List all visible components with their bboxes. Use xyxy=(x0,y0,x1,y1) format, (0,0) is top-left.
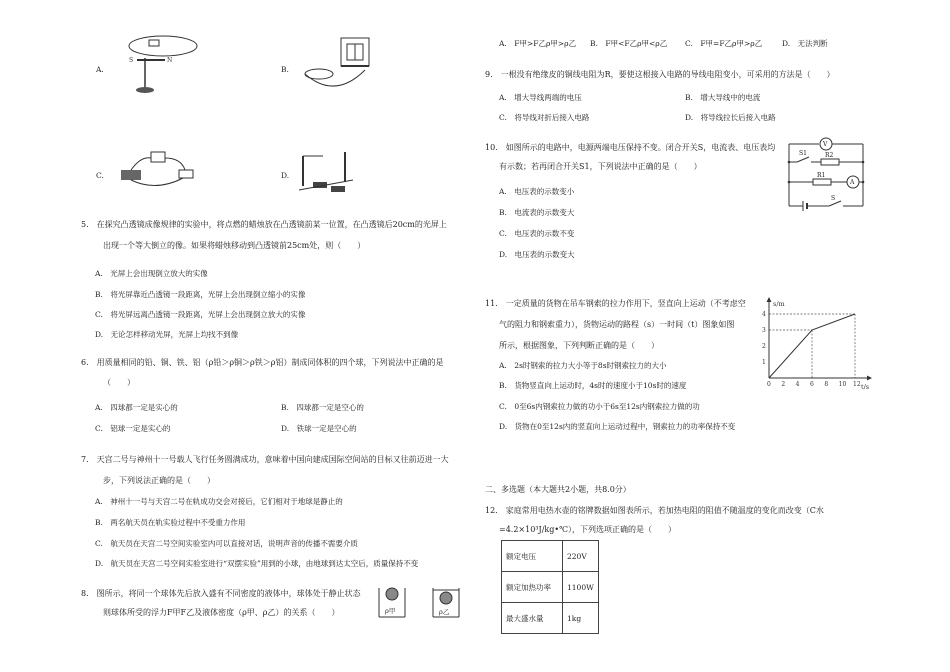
q7-stem-line1: 7. 天宫二号与神州十一号载人飞行任务圆满成功，意味着中国向建成国际空间站的目标又往前迈进一大 xyxy=(81,455,449,464)
q11-stem-line3: 所示，根据图象，下列判断正确的是（ ） xyxy=(499,341,659,350)
q11-stem-line1: 11. 一定质量的货物在吊车钢索的拉力作用下，竖直向上运动（不考虑空 xyxy=(485,299,746,308)
q6-option-c: C. 铝球一定是实心的 xyxy=(95,424,171,433)
st-graph-xlabel: t/s xyxy=(861,383,870,391)
q7-stem-line2: 步，下列说法正确的是（ ） xyxy=(103,476,215,485)
x-tick-label: 8 xyxy=(824,381,829,388)
table-cell: 1100W xyxy=(563,572,599,603)
st-graph-ticks xyxy=(762,311,861,388)
q7-option-d: D. 航天员在天宫二号空间实验室进行“双摆实验”用到的小球，由地球到达太空后，质量保持不变 xyxy=(95,559,419,568)
figure-a-magnet-coil xyxy=(115,32,205,94)
x-tick-label: 6 xyxy=(810,381,814,388)
x-tick-label: 10 xyxy=(838,381,847,388)
table-row xyxy=(502,541,599,572)
section-header-multi-choice: 二、多选题（本大题共2小题，共8.0分） xyxy=(485,485,631,494)
x-axis-arrow-icon xyxy=(867,376,872,381)
q7-option-b: B. 两名航天员在轨实验过程中不受重力作用 xyxy=(95,518,246,527)
q12-stem-line1: 12. 家庭常用电热水壶的铭牌数据如图表所示，若加热电阻的阻值不随温度的变化而改变（C水 xyxy=(485,506,824,515)
q9-stem: 9. 一根没有绝缘皮的铜线电阻为R，要使这根接入电路的导线电阻变小，可采用的方法是（ ） xyxy=(485,70,835,79)
q9-option-d: D. 将导线拉长后接入电路 xyxy=(685,113,776,122)
q5-option-d: D. 无论怎样移动光屏，光屏上均找不到像 xyxy=(95,330,239,339)
beaker-jia-label: ρ甲 xyxy=(385,607,396,615)
q9-option-c: C. 将导线对折后接入电路 xyxy=(499,113,590,122)
circuit-diagram xyxy=(785,132,867,214)
q5-option-a: A. 光屏上会出现倒立放大的实像 xyxy=(95,269,208,278)
fig-option-b-label: B. xyxy=(281,65,289,74)
q8-option-a: A. F甲>F乙ρ甲>ρ乙 xyxy=(499,39,577,48)
y-tick-label: 3 xyxy=(762,327,766,334)
x-tick-label: 12 xyxy=(853,381,861,388)
ammeter-label: A xyxy=(850,179,855,186)
q11-option-b: B. 货物竖直向上运动时，4s时的速度小于10s时的速度 xyxy=(499,381,687,390)
q11-stem-line2: 气的阻力和钢索重力），货物运动的路程（s）一时间（t）图象如图 xyxy=(499,320,735,329)
q6-option-b: B. 四球都一定是空心的 xyxy=(281,403,364,412)
q7-option-c: C. 航天员在天宫二号空间实验室内可以直接对话，说明声音的传播不需要介质 xyxy=(95,539,358,548)
q5-option-c: C. 将光屏远离凸透镜一段距离，光屏上会出现倒立放大的实像 xyxy=(95,310,306,319)
x-tick-label: 4 xyxy=(795,381,800,388)
beaker-yi xyxy=(431,584,461,618)
figure-c-circuit xyxy=(111,146,201,196)
q10-stem-line1: 10. 如图所示的电路中，电源两端电压保持不变。闭合开关S，电流表、电压表均 xyxy=(485,143,776,152)
figure-b-motor xyxy=(295,30,385,96)
table-cell: 1kg xyxy=(563,603,599,634)
y-tick-label: 4 xyxy=(762,311,766,318)
q10-option-b: B. 电流表的示数变大 xyxy=(499,208,575,217)
q9-option-a: A. 增大导线两端的电压 xyxy=(499,93,582,102)
q6-option-d: D. 铁球一定是空心的 xyxy=(281,424,357,433)
resistor-r2-label: R2 xyxy=(825,152,834,159)
switch-s-label: S xyxy=(831,195,836,202)
y-tick-label: 2 xyxy=(762,343,766,350)
q12-stem-line2: =4.2×10³J/kg•℃），下列选项正确的是（ ） xyxy=(499,525,677,534)
q7-option-a: A. 神州十一号与天宫二号在轨成功交会对接后，它们相对于地球是静止的 xyxy=(95,497,343,506)
st-graph-guides xyxy=(769,314,855,378)
x-tick-label: 0 xyxy=(767,381,771,388)
resistor-r1-label: R1 xyxy=(817,172,826,179)
figure-d-rails xyxy=(295,146,375,198)
q6-stem-line1: 6. 用质量相同的铅、铜、铁、铝（ρ铅＞ρ铜＞ρ铁＞ρ铝）制成同体积的四个球，下列说法中正确的是 xyxy=(81,358,444,367)
q5-stem-line2: 出现一个等大倒立的像。如果将蜡烛移动到凸透镜前25cm处，则（ ） xyxy=(103,241,366,250)
table-row xyxy=(502,572,599,603)
table-cell: 220V xyxy=(563,541,599,572)
q10-option-c: C. 电压表的示数不变 xyxy=(499,229,575,238)
fig-option-c-label: C. xyxy=(96,171,104,180)
q10-option-d: D. 电压表的示数变大 xyxy=(499,250,575,259)
table-cell: 额定电压 xyxy=(502,541,563,572)
kettle-spec-table xyxy=(501,540,599,634)
svg-text:N: N xyxy=(167,57,173,64)
st-graph xyxy=(755,296,877,392)
q6-option-a: A. 四球都一定是实心的 xyxy=(95,403,178,412)
beaker-jia xyxy=(377,584,407,618)
q11-option-c: C. 0至6s内钢索拉力做的功小于6s至12s内钢索拉力做的功 xyxy=(499,402,700,411)
q8-stem-line2: 则球体所受的浮力F甲F乙及液体密度（ρ甲、ρ乙）的关系（ ） xyxy=(103,608,340,617)
y-tick-label: 1 xyxy=(762,359,766,366)
q10-stem-line2: 有示数；若再闭合开关S1，下列说法中正确的是（ ） xyxy=(499,162,702,171)
q8-option-d: D. 无法判断 xyxy=(782,39,828,48)
q6-stem-line2: （ ） xyxy=(103,378,135,387)
q10-option-a: A. 电压表的示数变小 xyxy=(499,187,575,196)
q8-option-c: C. F甲=F乙ρ甲>ρ乙 xyxy=(685,39,763,48)
q8-option-b: B. F甲<F乙ρ甲<ρ乙 xyxy=(590,39,668,48)
q8-stem-line1: 8. 图所示，将同一个球体先后放入盛有不同密度的液体中，球体处于静止状态 xyxy=(81,589,361,598)
table-row xyxy=(502,603,599,634)
fig-option-a-label: A. xyxy=(96,65,104,74)
q5-stem-line1: 5. 在探究凸透镜成像规律的实验中，将点燃的蜡烛放在凸透镜前某一位置，在凸透镜后20cm的光屏上 xyxy=(81,220,447,229)
beaker-yi-label: ρ乙 xyxy=(439,608,450,616)
y-axis-arrow-icon xyxy=(767,297,772,302)
x-tick-label: 2 xyxy=(781,381,786,388)
q9-option-b: B. 增大导线中的电流 xyxy=(685,93,761,102)
q11-option-d: D. 货物在0至12s内的竖直向上运动过程中，钢索拉力的功率保持不变 xyxy=(499,422,736,431)
table-cell: 额定加热功率 xyxy=(502,572,563,603)
fig-option-d-label: D. xyxy=(281,171,290,180)
st-graph-ylabel: s/m xyxy=(773,300,785,308)
q5-option-b: B. 将光屏靠近凸透镜一段距离，光屏上会出现倒立缩小的实像 xyxy=(95,290,306,299)
q11-option-a: A. 2s时钢索的拉力大小等于8s时钢索拉力的大小 xyxy=(499,361,667,370)
table-cell: 最大盛水量 xyxy=(502,603,563,634)
switch-s1-label: S1 xyxy=(799,150,807,157)
voltmeter-label: V xyxy=(823,141,828,148)
svg-text:S: S xyxy=(129,57,134,64)
